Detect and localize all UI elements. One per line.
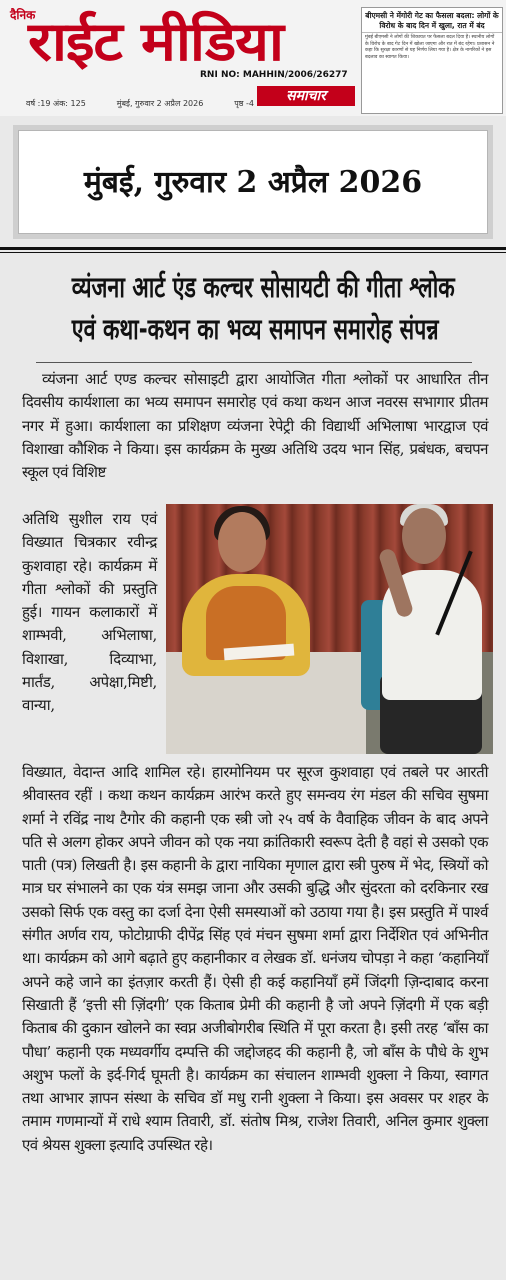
event-photo: [166, 504, 493, 754]
divider-thick: [0, 247, 506, 250]
article-paragraph-2: विख्यात, वेदान्त आदि शामिल रहे। हारमोनियम पर सूरज कुशवाहा एवं तबले पर आरती श्रीवास्तव रहीं । कथा कथन कार्यक्रम आरंभ करते हुए समन्वय रंग मंडल की सचिव सुषमा शर्मा ने रविंद्र नाथ टैगोर की कहानी एक स्त्री जो २५ वर्ष के वैवाहिक जीवन के बाद अपने पति से अलग होकर अपने जीवन को एक नया क्रांतिकारी स्वरूप देती है वहां से उसको एक पाती (पत्र) लिखती है। इस कहानी के द्वारा नायिका मृणाल द्वारा स्त्री पुरुष में भेद, स्त्रियों को मात्र घर संभालने का एक यंत्र समझ जाना और उसकी बुद्धि और सुंदरता को दरकिनार रख उसको सिर्फ एक वस्तु का दर्जा देना ऐसी समस्याओं को उठाया गया है। इस प्रस्तुति में पार्श्व संगीत अर्णव राय, फोटोग्राफी दीपेंद्र सिंह एवं मंचन सुषमा शर्मा द्वारा निर्देशित एवं अभिनीत था। कार्यक्रम को आगे बढ़ाते हुए कहानीकार व लेखक डॉ. धनंजय चोपड़ा ने कहा ‘कहानियाँ अपने कहे जाने का इंतज़ार करती हैं। ऐसी ही कई कहानियाँ हमें जिंदगी ज़िन्दाबाद करना सिखाती हैं ‘इत्ती सी ज़िंदगी’ एक किताब प्रेमी की कहानी है जो अपने ज़िंदगी में एक बड़ी किताब की दुकान खोलने का स्वप्न अजीबोगरीब स्थिति में पूरा करता है। इसी तरह ‘बाँस का पौधा’ कहानी एक मध्यवर्गीय दम्पत्ति की जद्दोजहद की कहानी है, जो बाँस के पौधे के शुभ अशुभ फलों के इर्द-गिर्द घूमती है। कार्यक्रम का संचालन शाम्भवी शुक्ला ने किया, स्वागत तथा आभार ज्ञापन संस्था के सचिव डॉ मधु रानी शुक्ला ने किया। इस अवसर पर शहर के तमाम गणमान्यों में राधे श्याम तिवारी, डॉ. संतोष मिश्र, राजेश तिवारी, अनिल कुमार शुक्ला एवं श्रेयस शुक्ला इत्यादि उपस्थित रहे।: [22, 763, 488, 1154]
speaker-woman-face: [218, 512, 266, 572]
dateline-box: [13, 125, 493, 239]
news-brief-headline: बीएमसी ने मेंगोरी गेट का फैसला बदला: लोगों के विरोध के बाद दिन में खुला, रात में बंद: [362, 8, 502, 33]
article-headline: [8, 266, 498, 350]
news-brief-body: मुंबई बीएमसी ने लोगों की शिकायत पर फैसला बदल दिया है। स्थानीय लोगों के विरोध के बाद गेट दिन में खोला जाएगा और रात में बंद रहेगा। प्रशासन ने कहा कि सुरक्षा कारणों से यह निर्णय लिया गया है। क्षेत्र के नागरिकों ने इस बदलाव का स्वागत किया।: [365, 35, 495, 60]
masthead: [0, 0, 506, 116]
rni-number: RNI NO: MAHHIN/2006/26277: [200, 70, 348, 80]
newspaper-logo: राईट मीडिया: [28, 10, 283, 73]
headline-line-2: एवं कथा-कथन का भव्य समापन समारोह संपन्न: [71, 312, 439, 346]
samachar-badge: समाचार: [257, 86, 355, 106]
issue-date: मुंबई, गुरुवार 2 अप्रैल 2026: [116, 99, 204, 108]
headline-underline: [36, 362, 472, 363]
article-paragraph-1: व्यंजना आर्ट एण्ड कल्चर सोसाइटी द्वारा आयोजित गीता श्लोकों पर आधारित तीन दिवसीय कार्यशाला का भव्य समापन समारोह एवं कथा कथन आज नवरस सभागार प्रीतम नगर में हुआ। कार्यशाला का प्रशिक्षण व्यंजना रेपेट्री की विद्यार्थी अभिलाषा भारद्वाज एवं विशाखा कौशिक ने किया। इस कार्यक्रम के मुख्य अतिथि उदय भान सिंह, प्रबंधक, बचपन स्कूल एवं विशिष्ट: [22, 370, 488, 482]
issue-line: [26, 98, 254, 109]
news-brief-box: [361, 7, 503, 114]
issue-volume: वर्ष :19 अंक: 125: [26, 99, 86, 108]
speaker-man-face: [402, 508, 446, 564]
dateline: मुंबई, गुरुवार 2 अप्रैल 2026: [83, 165, 423, 200]
divider-thin: [0, 252, 506, 253]
headline-line-1: व्यंजना आर्ट एंड कल्चर सोसायटी की गीता श्लोक: [71, 270, 455, 304]
masthead-dainik: दैनिक: [10, 8, 36, 22]
article-side-column: अतिथि सुशील राय एवं विख्यात चित्रकार रवीन्द्र कुशवाहा रहे। कार्यक्रम में गीता श्लोकों की प्रस्तुति हुई। गायन कलाकारों में शाम्भवी, अभिलाषा, विशाखा, दिव्याभा, मार्तंड, अपेक्षा,मिष्टी, वान्या,: [22, 510, 157, 715]
issue-page: पृष्ठ -4: [234, 99, 254, 108]
